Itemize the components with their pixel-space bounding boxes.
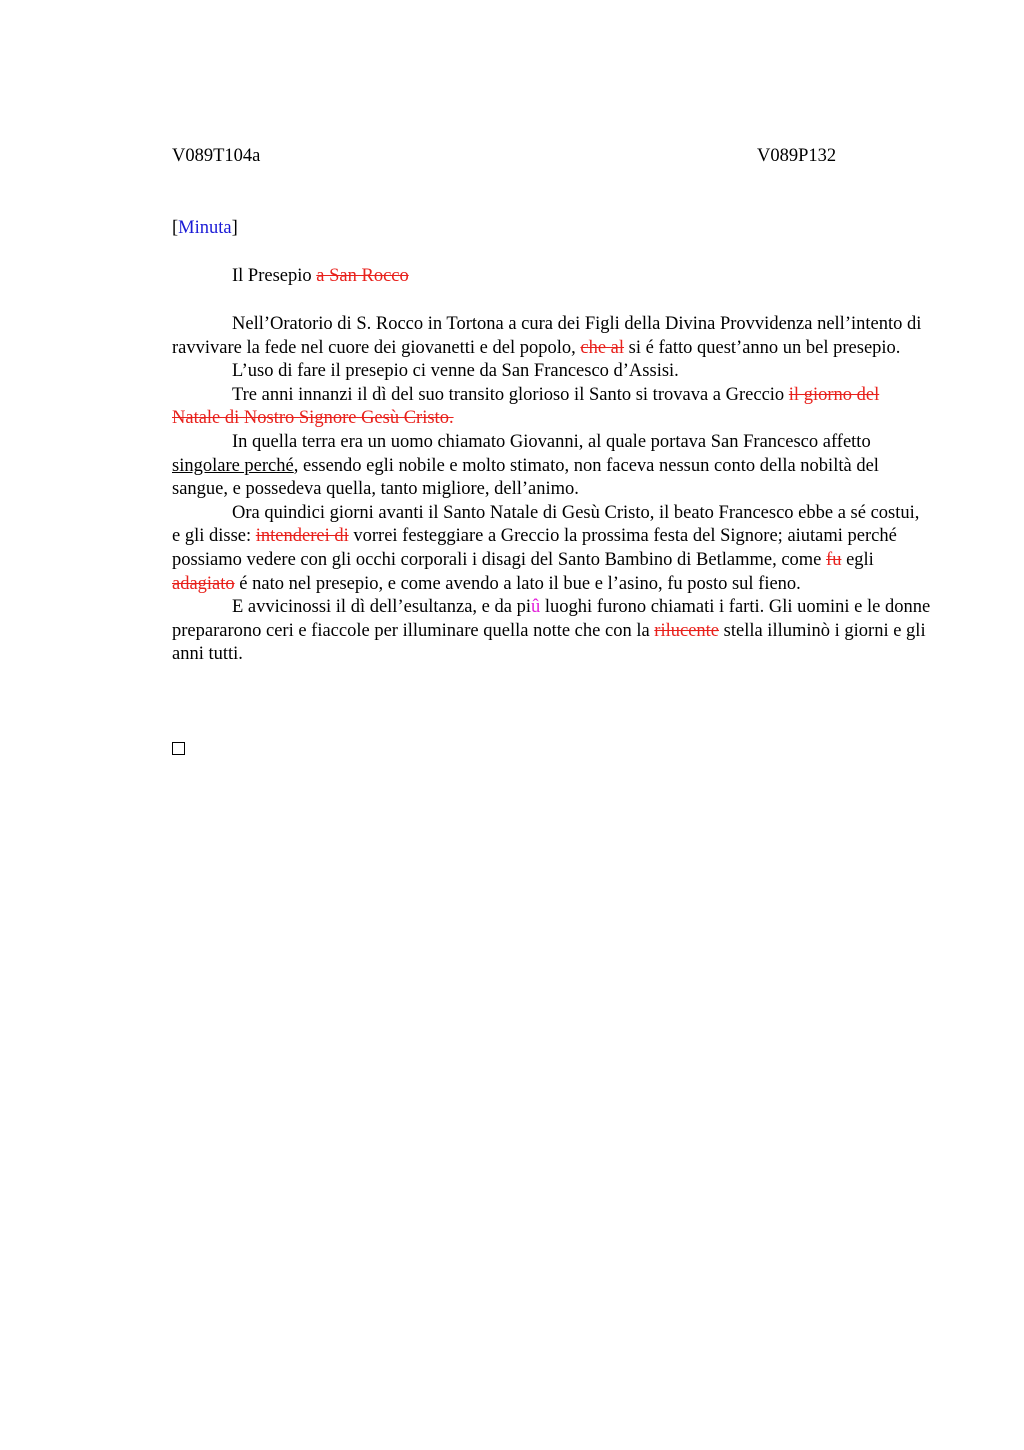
p6-text-b: luoghi furono chiamati i farti. Gli uomini e le donne prepararono ceri e fiaccole per illuminare quella notte che con la: [172, 597, 931, 641]
document-code-right: V089P132: [757, 146, 837, 166]
p4-text-a: In quella terra era un uomo chiamato Giovanni, al quale portava San Francesco affetto: [232, 431, 871, 452]
title-text: Il Presepio: [232, 266, 317, 286]
p2-text-a: L’uso di fare il presepio ci venne da San Francesco d’Assisi.: [232, 361, 679, 382]
p6-highlighted-char: û: [531, 597, 541, 618]
p1-text-b: si é fatto quest’anno un bel presepio.: [624, 337, 901, 358]
label-close-bracket: ]: [231, 218, 238, 238]
p5-text-b: vorrei festeggiare a Greccio la prossima festa del Signore; aiutami perché possiamo vedere con gli occhi corporali i disagi del Santo Bambino di Betlamme, come: [172, 526, 897, 570]
p3-text-a: Tre anni innanzi il dì del suo transito glorioso il Santo si trovava a Greccio: [232, 384, 789, 405]
label-word: Minuta: [178, 218, 232, 238]
document-code-left: V089T104a: [172, 146, 261, 166]
p5-text-c: egli: [841, 549, 874, 570]
paragraph-4: [172, 431, 932, 502]
p6-deleted-1: rilucente: [654, 620, 720, 641]
p5-deleted-3: adagiato: [172, 573, 235, 594]
paragraph-2: [172, 360, 932, 384]
minuta-label: [172, 218, 238, 239]
document-body: [172, 313, 932, 667]
p5-deleted-1: intenderei di: [255, 526, 349, 547]
empty-square-icon: [172, 742, 185, 755]
paragraph-6: [172, 596, 932, 667]
p1-deleted-1: che al: [580, 337, 625, 358]
title-deleted-text: a San Rocco: [316, 266, 409, 286]
p6-text-a: E avvicinossi il dì dell’esultanza, e da pi: [232, 597, 531, 618]
document-title: [232, 266, 409, 287]
paragraph-1: [172, 313, 932, 360]
p5-text-a: Ora quindici giorni avanti il Santo Natale di Gesù Cristo, il beato Francesco ebbe a sé costui, e gli disse:: [172, 502, 920, 547]
p3-deleted-1: il giorno del Natale di Nostro Signore Gesù Cristo.: [172, 384, 880, 429]
label-open-bracket: [: [172, 218, 179, 238]
p4-underlined-1: singolare perché: [172, 455, 294, 476]
p6-text-c: stella illuminò i giorni e gli anni tutti.: [172, 620, 926, 665]
p4-text-b: , essendo egli nobile e molto stimato, non faceva nessun conto della nobiltà del sangue, e possedeva quella, tanto migliore, dell’animo.: [172, 455, 879, 500]
p1-text-a: Nell’Oratorio di S. Rocco in Tortona a cura dei Figli della Divina Provvidenza nell’intento di ravvivare la fede nel cuore dei giovanetti e del popolo,: [172, 314, 922, 358]
paragraph-3: [172, 384, 932, 431]
p5-text-d: é nato nel presepio, e come avendo a lato il bue e l’asino, fu posto sul fieno.: [234, 573, 801, 594]
p5-deleted-2: fu: [826, 549, 842, 570]
paragraph-5: [172, 502, 932, 596]
